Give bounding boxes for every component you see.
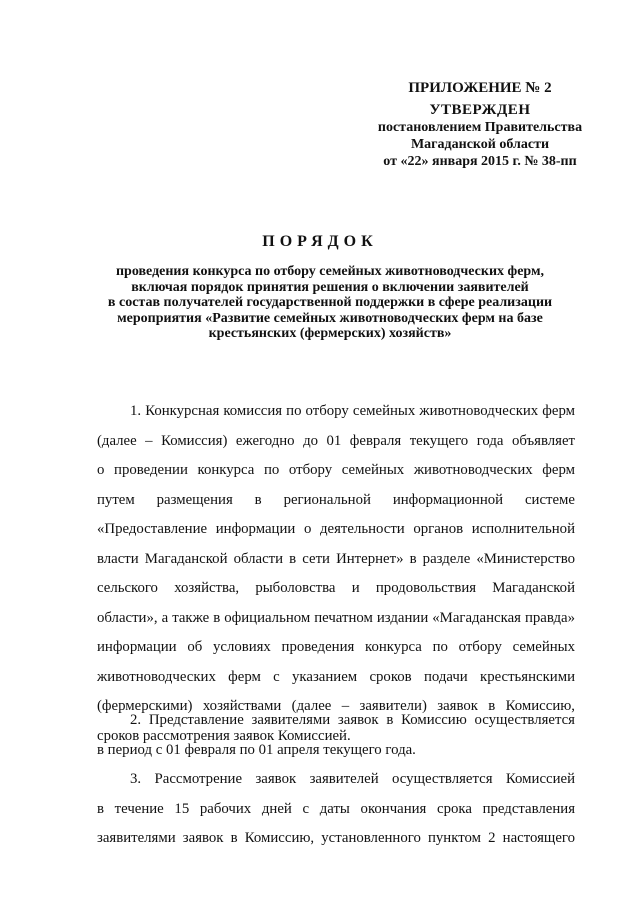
paragraph-3 [97,765,575,854]
paragraph-line: животноводческих ферм с указанием сроков подачи крестьянскими [97,668,575,685]
paragraph-line: путем размещения в региональной информационной системе [97,491,575,508]
approval-date: от «22» января 2015 г. № 38-пп [383,154,577,169]
paragraph-line: (фермерскими) хозяйствами (далее – заявители) заявок в Комиссию, [97,698,575,714]
paragraph-line: 2. Представление заявителями заявок в Комиссию осуществляется [130,712,575,728]
paragraph-line: в период с 01 февраля по 01 апреля текущего года. [97,741,416,758]
paragraph-line: 3. Рассмотрение заявок заявителей осуществляется Комиссией [130,771,575,787]
subtitle-line: проведения конкурса по отбору семейных животноводческих ферм, [115,264,545,279]
paragraph-line: 1. Конкурсная комиссия по отбору семейных животноводческих ферм [130,403,575,419]
subtitle-line: крестьянских (фермерских) хозяйств» [208,326,452,341]
subtitle-line: включая порядок принятия решения о включении заявителей [131,279,529,295]
paragraph-line: информации об условиях проведения конкурса по отбору семейных [97,639,575,655]
paragraph-line: «Предоставление информации о деятельности органов исполнительной [97,521,575,537]
subtitle-line: мероприятия «Развитие семейных животноводческих ферм на базе [117,310,543,326]
paragraph-line: сроков рассмотрения заявок Комиссией. [97,727,351,744]
paragraph-line: заявителями заявок в Комиссию, установленного пунктом 2 настоящего [97,830,575,846]
order-subtitle [90,264,570,342]
paragraph-line: власти Магаданской области в сети Интернет» в разделе «Министерство [97,550,575,567]
paragraph-1 [97,397,575,751]
paragraph-line: сельского хозяйства, рыболовства и продовольствия Магаданской [97,580,575,596]
paragraph-2 [97,706,575,765]
paragraph-line: области», а также в официальном печатном издании «Магаданская правда» [97,609,575,626]
paragraph-line: о проведении конкурса по отбору семейных животноводческих ферм [97,462,575,478]
order-title: ПОРЯДОК [262,233,378,250]
subtitle-line: в состав получателей государственной поддержки в сфере реализации [107,295,553,310]
approved-by: постановлением Правительства [377,120,583,135]
paragraph-line: в течение 15 рабочих дней с даты окончания срока представления [97,800,575,817]
approved-label: УТВЕРЖДЕН [429,102,531,118]
appendix-title: ПРИЛОЖЕНИЕ № 2 [408,80,552,96]
approved-region: Магаданской области [410,137,550,152]
paragraph-line: (далее – Комиссия) ежегодно до 01 февраля текущего года объявляет [97,432,575,449]
